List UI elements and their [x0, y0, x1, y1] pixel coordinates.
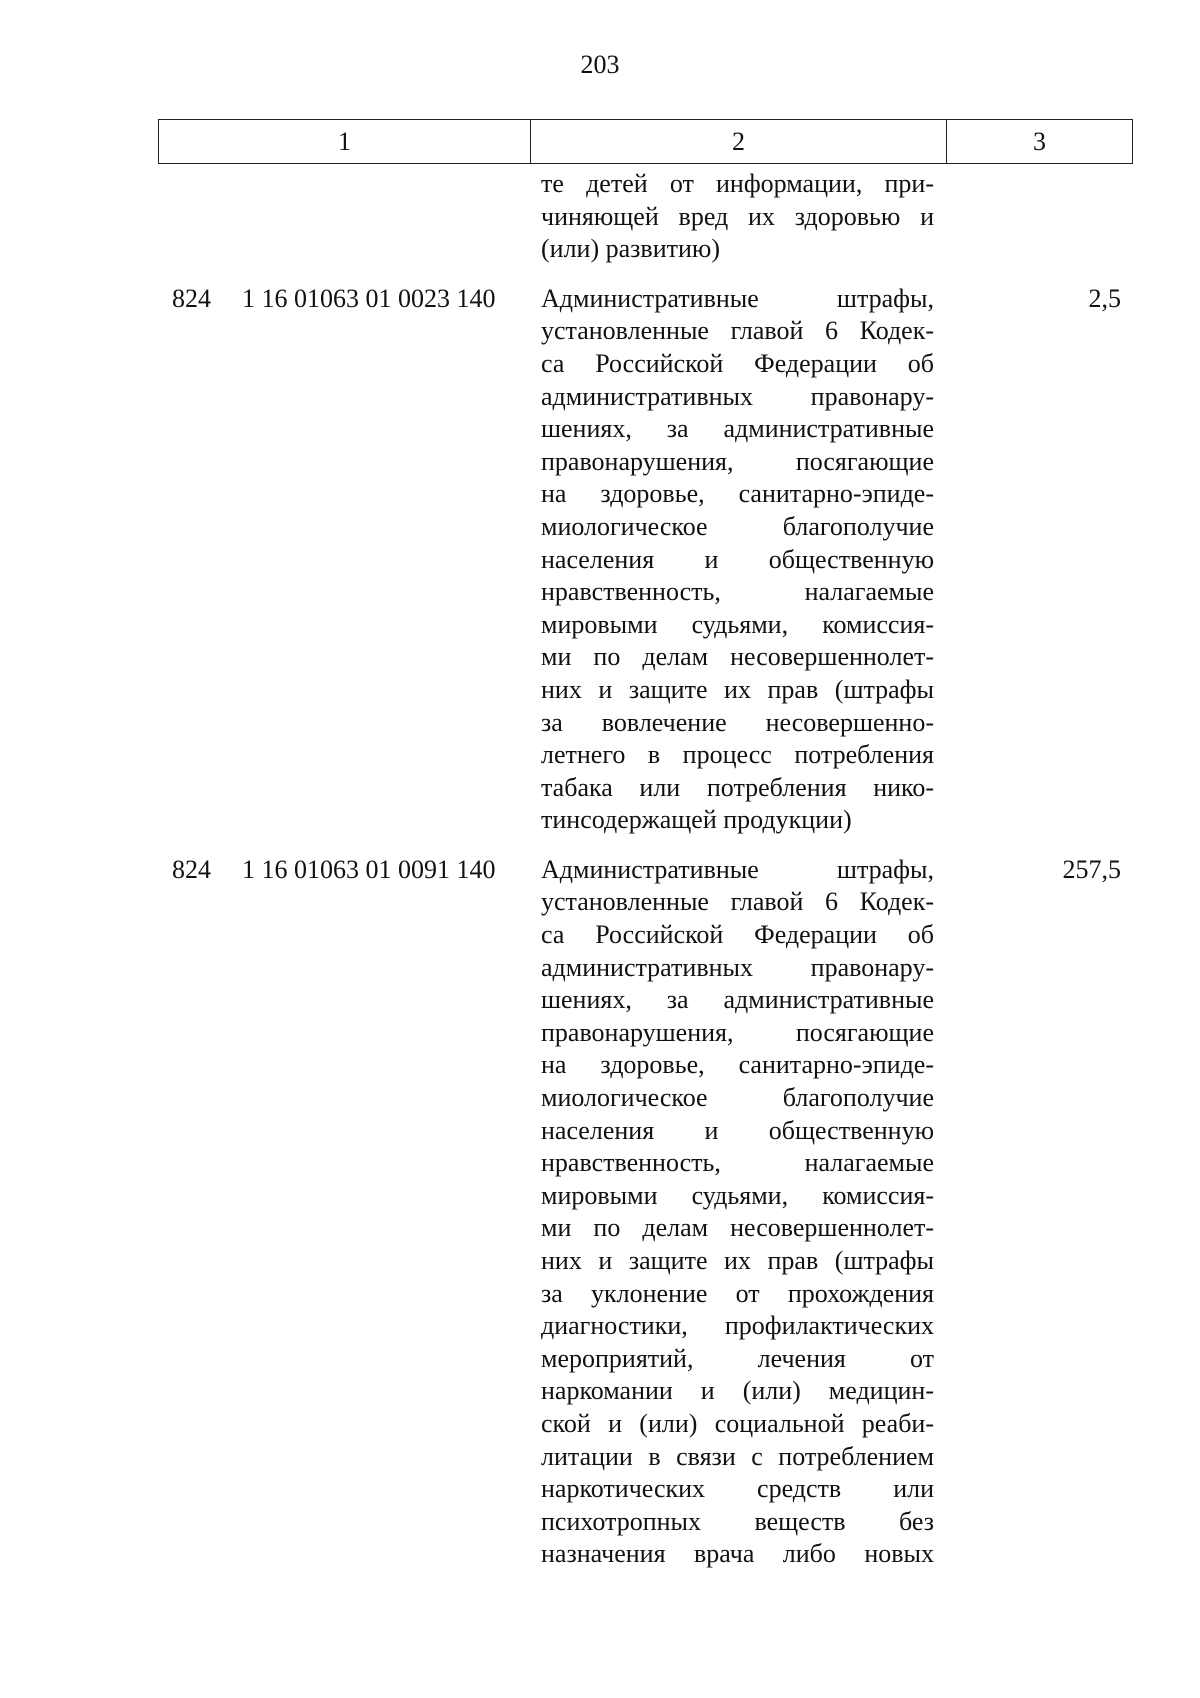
text-line: за уклонение от прохождения — [541, 1278, 934, 1308]
text-line: за вовлечение несовершенно- — [541, 707, 934, 737]
text-line: мировыми судьями, комиссия- — [541, 1180, 934, 1210]
text-line: правонарушения, посягающие — [541, 1017, 934, 1047]
budget-classification-code: 1 16 01063 01 0023 140 — [242, 283, 496, 313]
table-row — [158, 168, 1133, 266]
text-line: психотропных веществ без — [541, 1506, 934, 1536]
table-row — [158, 854, 1133, 1571]
text-line: нравственность, налагаемые — [541, 1148, 934, 1178]
text-line: литации в связи с потреблением — [541, 1441, 934, 1471]
text-line: населения и общественную — [541, 544, 934, 574]
text-line: мировыми судьями, комиссия- — [541, 609, 934, 639]
text-line: нравственность, налагаемые — [541, 577, 934, 607]
text-line: правонарушения, посягающие — [541, 446, 934, 476]
text-line: са Российской Федерации об — [541, 920, 934, 950]
table-header — [158, 119, 1133, 164]
amount-value: 2,5 — [1088, 283, 1121, 313]
text-line: административных правонару- — [541, 952, 934, 982]
text-line: ми по делам несовершеннолет- — [541, 1213, 934, 1243]
text-line: летнего в процесс потребления — [541, 740, 934, 770]
text-line: шениях, за административные — [541, 985, 934, 1015]
page-number: 203 — [580, 50, 620, 79]
text-line: мероприятий, лечения от — [541, 1343, 934, 1373]
header-col-3: 3 — [1033, 126, 1046, 156]
text-line: шениях, за административные — [541, 414, 934, 444]
text-line: установленные главой 6 Кодек- — [541, 316, 934, 346]
text-line: на здоровье, санитарно-эпиде- — [541, 1050, 934, 1080]
amount-value: 257,5 — [1062, 854, 1121, 884]
budget-classification-code: 1 16 01063 01 0091 140 — [242, 854, 496, 884]
agency-code: 824 — [172, 283, 211, 313]
text-line: наркотических средств или — [541, 1474, 934, 1504]
text-line: те детей от информации, при- — [541, 169, 934, 198]
text-line: наркомании и (или) медицин- — [541, 1376, 934, 1406]
row-description — [541, 283, 934, 837]
text-line: назначения врача либо новых — [541, 1539, 934, 1569]
text-line: миологическое благополучие — [541, 1083, 934, 1113]
agency-code: 824 — [172, 854, 211, 884]
text-line: на здоровье, санитарно-эпиде- — [541, 479, 934, 509]
text-line: са Российской Федерации об — [541, 348, 934, 378]
text-line: тинсодержащей продукции) — [541, 805, 852, 835]
header-col-2: 2 — [531, 120, 947, 163]
text-line: установленные главой 6 Кодек- — [541, 887, 934, 917]
text-line: Административные штрафы, — [541, 283, 934, 313]
text-line: ми по делам несовершеннолет- — [541, 642, 934, 672]
text-line: ской и (или) социальной реаби- — [541, 1408, 934, 1438]
text-line: населения и общественную — [541, 1115, 934, 1145]
text-line: них и защите их прав (штрафы — [541, 674, 934, 704]
text-line: миологическое благополучие — [541, 511, 934, 541]
text-line: них и защите их прав (штрафы — [541, 1246, 934, 1275]
text-line: диагностики, профилактических — [541, 1311, 934, 1341]
table-row — [158, 283, 1133, 837]
text-line: Административные штрафы, — [541, 854, 934, 884]
text-line: табака или потребления нико- — [541, 772, 934, 802]
text-line: чиняющей вред их здоровью и — [541, 201, 934, 231]
row-description — [541, 168, 934, 266]
text-line: (или) развитию) — [541, 234, 720, 264]
text-line: административных правонару- — [541, 381, 934, 411]
table-body — [158, 168, 1133, 1571]
row-description — [541, 854, 934, 1571]
header-col-1: 1 — [159, 120, 531, 163]
